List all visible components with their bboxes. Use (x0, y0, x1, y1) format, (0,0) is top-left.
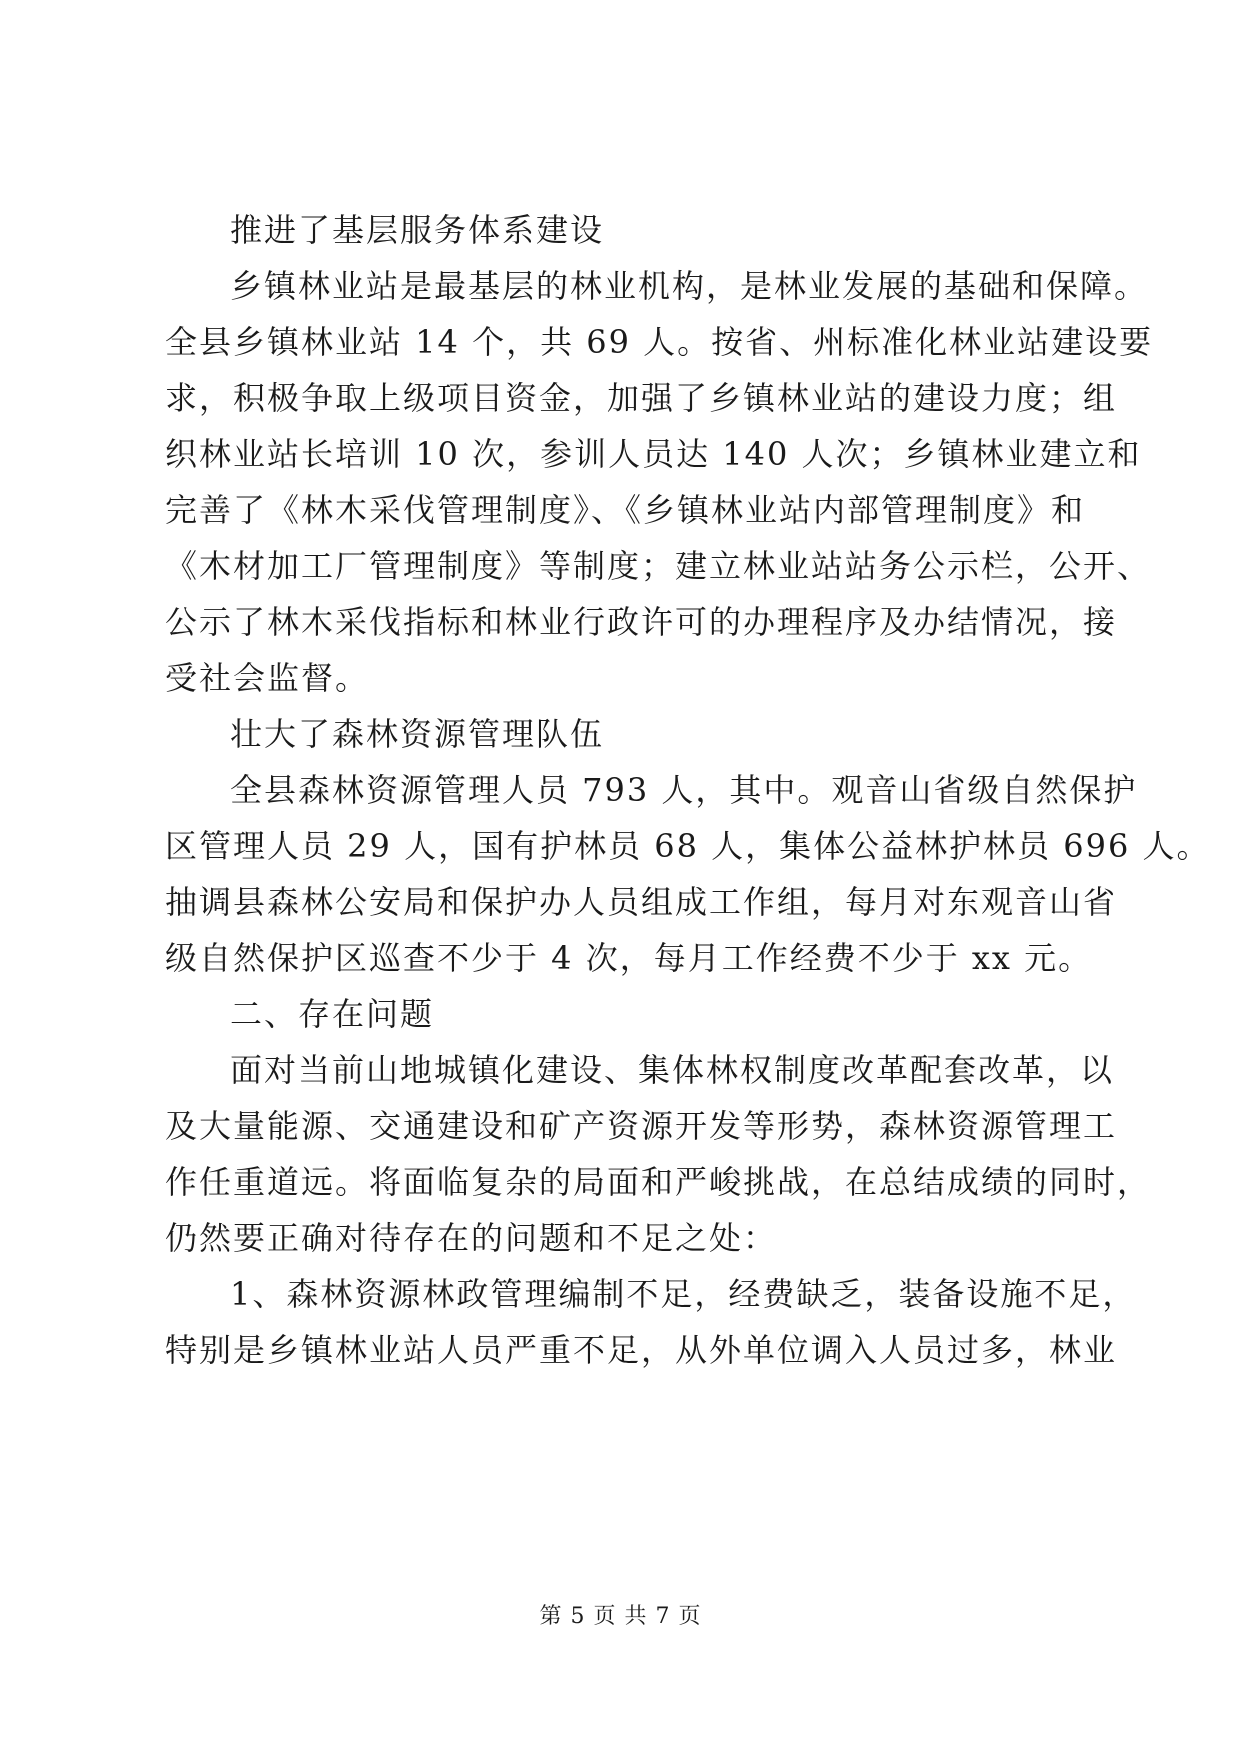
heading-forest-team: 壮大了森林资源管理队伍 (230, 715, 605, 753)
paragraph-line: 仍然要正确对待存在的问题和不足之处： (165, 1219, 778, 1257)
paragraph-line: 及大量能源、交通建设和矿产资源开发等形势，森林资源管理工 (165, 1107, 1118, 1145)
paragraph-line: 公示了林木采伐指标和林业行政许可的办理程序及办结情况，接 (165, 603, 1118, 641)
paragraph-line: 《木材加工厂管理制度》等制度；建立林业站站务公示栏，公开、 (165, 547, 1152, 585)
paragraph-line: 特别是乡镇林业站人员严重不足，从外单位调入人员过多，林业 (165, 1331, 1118, 1369)
section-heading-problems: 二、存在问题 (230, 995, 435, 1033)
paragraph-line: 作任重道远。将面临复杂的局面和严峻挑战，在总结成绩的同时， (165, 1163, 1152, 1201)
paragraph-line: 区管理人员 29 人，国有护林员 68 人，集体公益林护林员 696 人。 (165, 827, 1211, 865)
paragraph-line: 级自然保护区巡查不少于 4 次，每月工作经费不少于 xx 元。 (165, 939, 1093, 977)
paragraph-line: 受社会监督。 (165, 659, 370, 697)
paragraph-line: 全县森林资源管理人员 793 人，其中。观音山省级自然保护 (230, 771, 1138, 809)
paragraph-line: 完善了《林木采伐管理制度》、《乡镇林业站内部管理制度》和 (165, 491, 1086, 529)
paragraph-line: 乡镇林业站是最基层的林业机构，是林业发展的基础和保障。 (230, 267, 1149, 305)
heading-grassroots-service: 推进了基层服务体系建设 (230, 211, 605, 249)
paragraph-line: 织林业站长培训 10 次，参训人员达 140 人次；乡镇林业建立和 (165, 435, 1142, 473)
paragraph-line: 求，积极争取上级项目资金，加强了乡镇林业站的建设力度；组 (165, 379, 1118, 417)
paragraph-line: 全县乡镇林业站 14 个，共 69 人。按省、州标准化林业站建设要 (165, 323, 1154, 361)
page-number-footer: 第 5 页 共 7 页 (539, 1604, 702, 1629)
paragraph-line: 面对当前山地城镇化建设、集体林权制度改革配套改革，以 (230, 1051, 1115, 1089)
paragraph-line: 抽调县森林公安局和保护办人员组成工作组，每月对东观音山省 (165, 883, 1118, 921)
list-item-1: 1、森林资源林政管理编制不足，经费缺乏，装备设施不足， (230, 1275, 1137, 1313)
